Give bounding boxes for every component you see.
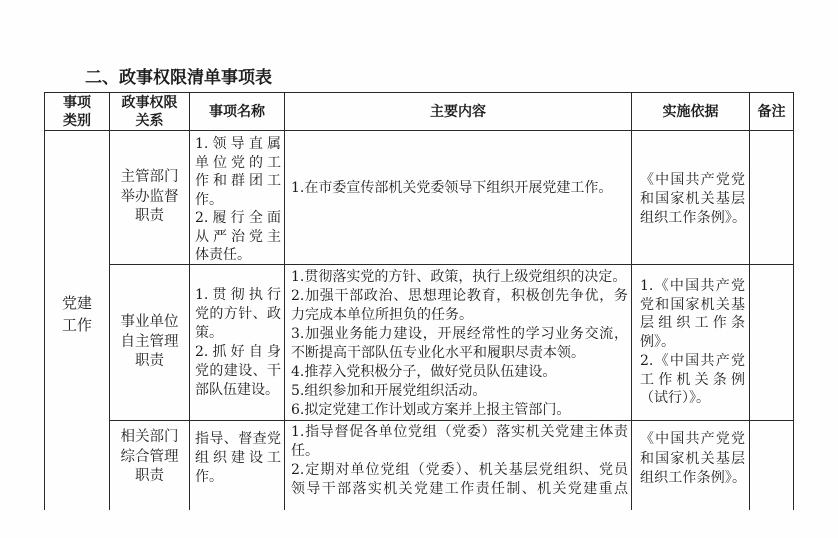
text-line: 和国家机关基层: [640, 450, 745, 467]
text-line: 1.《中国共产党: [640, 277, 745, 294]
text-line: 5.组织参加和开展党组织活动。: [291, 383, 487, 399]
text-line: 自主管理: [120, 333, 179, 350]
header-item-name: [190, 93, 285, 131]
text-line: 《中国共产党党: [640, 431, 745, 447]
section-title: 二、政事权限清单事项表: [85, 68, 272, 88]
text-line: 职责: [135, 468, 164, 484]
relation-cell: [110, 131, 190, 265]
text-line: 《中国共产党党: [640, 172, 745, 188]
header-line: 实施依据: [662, 103, 719, 120]
text-line: 职责: [135, 353, 164, 370]
text-line: 4.推荐入党积极分子，做好党员队伍建设。: [291, 364, 557, 380]
text-line: 策。: [195, 324, 223, 341]
header-line: 政事权限: [121, 94, 178, 111]
text-line: 党和国家机关基: [640, 296, 745, 313]
text-line: 指导、督查党: [195, 431, 281, 447]
text-line: （试行）》。: [640, 390, 710, 407]
text-line: 从严治党主: [195, 228, 281, 245]
text-line: 1.贯彻执行: [195, 286, 281, 303]
text-line: 领导干部落实机关党建工作责任制、机关党建重点: [291, 481, 628, 497]
header-line: 关系: [135, 112, 164, 129]
text-line: 相关部门: [120, 429, 179, 445]
text-line: 工作机关条例: [640, 371, 745, 388]
text-line: 和国家机关基层: [640, 191, 745, 207]
authority-list-table: [44, 92, 794, 510]
category-cell: [45, 131, 110, 510]
main-content-cell: [285, 265, 632, 421]
text-line: 2.《中国共产党: [640, 352, 745, 369]
text-line: 不断提高干部队伍专业化水平和履职尽责本领。: [291, 345, 585, 361]
basis-cell: [632, 265, 750, 421]
text-line: 作。: [195, 191, 223, 208]
text-line: 事业单位: [120, 314, 179, 331]
category-line: 党建: [61, 294, 92, 312]
header-line: 主要内容: [430, 103, 486, 120]
header-line: 事项: [63, 94, 91, 111]
text-line: 组织工作条例》。: [640, 210, 745, 226]
text-line: 层组织工作条: [640, 315, 745, 332]
text-line: 部队伍建设。: [195, 381, 279, 398]
relation-cell: [110, 421, 190, 510]
text-line: 2.抓好自身: [195, 343, 281, 360]
text-line: 党的方针、政: [195, 305, 281, 322]
header-main-content: [285, 93, 632, 131]
main-content-cell: [285, 421, 632, 510]
remarks-cell: [750, 421, 794, 510]
text-line: 组织工作条例》。: [640, 470, 745, 486]
text-line: 组织建设工: [195, 450, 281, 466]
text-line: 举办监督: [120, 188, 179, 205]
basis-cell: [632, 421, 750, 510]
text-line: 主管部门: [120, 169, 179, 186]
basis-cell: [632, 131, 750, 265]
text-line: 综合管理: [120, 448, 179, 465]
text-line: 作。: [195, 469, 223, 485]
text-line: 体责任。: [195, 247, 251, 263]
text-line: 1.领导直属: [195, 136, 281, 152]
text-line: 1.贯彻落实党的方针、政策，执行上级党组织的决定。: [291, 269, 627, 285]
remarks-cell: [750, 131, 794, 265]
header-line: 事项名称: [209, 103, 265, 120]
text-line: 2.定期对单位党组（党委）、机关基层党组织、党员: [291, 462, 628, 478]
header-relation: [110, 93, 190, 131]
text-line: 1.指导督促各单位党组（党委）落实机关党建主体责: [291, 424, 628, 440]
text-line: 1.在市委宣传部机关党委领导下组织开展党建工作。: [291, 180, 613, 196]
header-basis: [632, 93, 750, 131]
item-name-cell: [190, 265, 285, 421]
text-line: 3.加强业务能力建设，开展经常性的学习业务交流，: [291, 326, 628, 342]
item-name-cell: [190, 421, 285, 510]
category-line: 工作: [61, 316, 92, 334]
text-line: 2.履行全面: [195, 210, 281, 226]
text-line: 例》。: [640, 334, 675, 351]
relation-cell: [110, 265, 190, 421]
item-name-cell: [190, 131, 285, 265]
header-line: 备注: [757, 103, 786, 120]
text-line: 6.拟定党建工作计划或方案并上报主管部门。: [291, 402, 571, 418]
text-line: 职责: [135, 208, 164, 225]
text-line: 力完成本单位所担负的任务。: [291, 307, 473, 323]
main-content-cell: [285, 131, 632, 265]
text-line: 单位党的工: [195, 154, 281, 171]
header-remarks: [750, 93, 794, 131]
header-line: 类别: [63, 112, 91, 129]
text-line: 作和群团工: [195, 173, 281, 189]
text-line: 党的建设、干: [195, 362, 281, 379]
remarks-cell: [750, 265, 794, 421]
text-line: 2.加强干部政治、思想理论教育，积极创先争优，务: [291, 288, 628, 304]
header-category: [45, 93, 110, 131]
text-line: 任。: [291, 443, 319, 459]
